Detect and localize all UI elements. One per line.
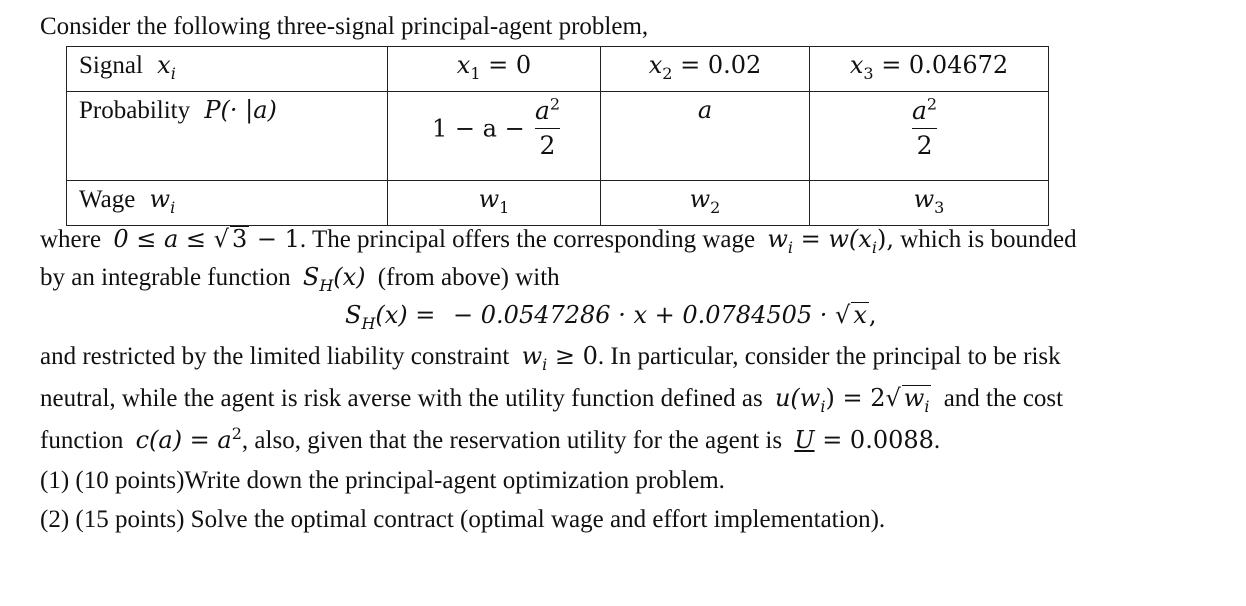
wage-label-cell: Wage $w_i$ [67,181,388,226]
probability-p3-cell [810,92,1049,181]
signal-label-cell: Signal $x_i$ [67,47,388,92]
signal-x2-cell: $x_2 = 0.02$ [601,47,810,92]
table-row-signal [67,47,1049,92]
signal-x1-cell: $x_1 = 0$ [388,47,601,92]
wage-w1-cell: $w_1$ [388,181,601,226]
signal-table [66,46,1049,226]
bound-equation: $S_H(x)$ = − 0.0547286 · x + 0.0784505 · √ x, [345,301,877,333]
wage-w2-cell: $w_2$ [601,181,810,226]
question-2: (2) (15 points) Solve the optimal contract (optimal wage and effort implementation). [40,506,886,533]
question-1: (1) (10 points)Write down the principal-agent optimization problem. [40,467,725,494]
p1-prefix: 1 − a − [432,114,525,143]
liability-line: and restricted by the limited liability constraint $w_i \ge 0$. In particular, consider the principal to be risk [40,342,1061,374]
probability-p1-cell [388,92,601,181]
table-row-wage [67,181,1049,226]
cost-line: function $c(a) = a^2$, also, given that the reservation utility for the agent is U = 0.0088. [40,424,941,454]
intro-text: Consider the following three-signal principal-agent problem, [40,13,649,40]
probability-p2-cell: a [601,92,810,181]
p1-fraction: $\frac{a^2}{2}$ [534,94,561,160]
integrable-line: by an integrable function $S_H(x)$ (from above) with [40,263,560,295]
probability-label-cell: Probability P(· |a) [67,92,388,181]
signal-x3-cell: $x_3 = 0.04672$ [810,47,1049,92]
utility-line: neutral, while the agent is risk averse with the utility function defined as $u(w_i) = 2√$ $w_i$ and the cost [40,384,1064,416]
wage-w3-cell: $w_3$ [810,181,1049,226]
table-row-probability [67,92,1049,181]
where-line: where 0 ≤ a ≤ √ 3 − 1. The principal offers the corresponding wage $w_i = w(x_i)$, which is bounded [40,225,1077,257]
p3-fraction: $\frac{a^2}{2}$ [912,94,938,160]
